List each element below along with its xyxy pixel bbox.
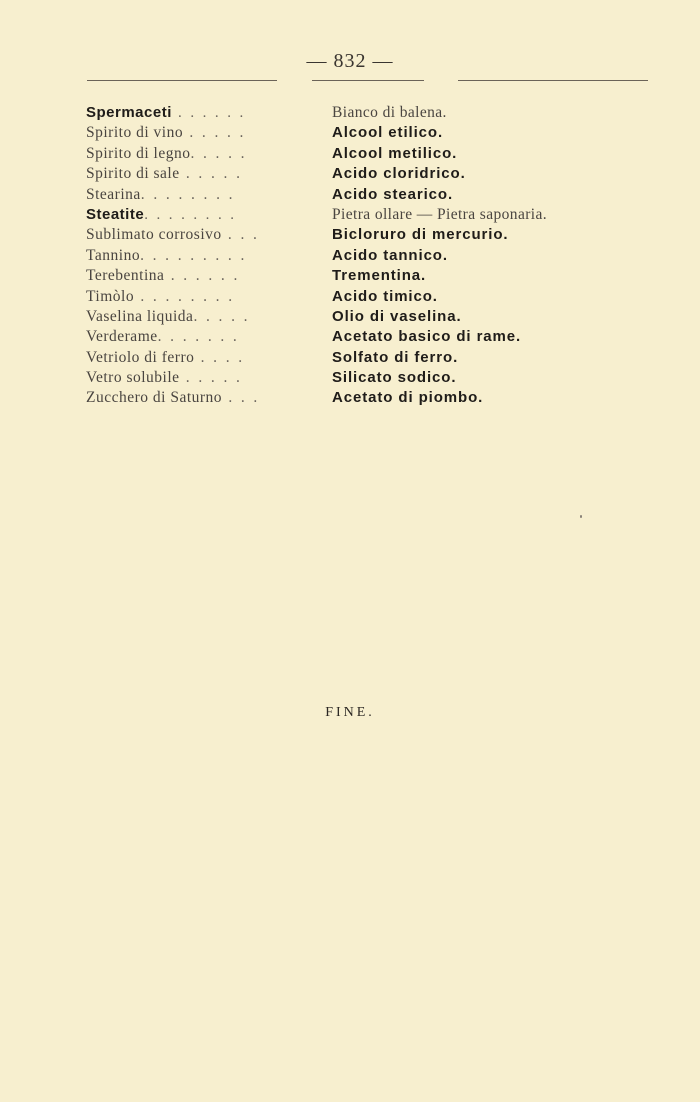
entry-term: Timòlo . . . . . . . . — [86, 287, 235, 305]
entry-term: Spirito di vino . . . . . — [86, 124, 246, 142]
entry-term: Spermaceti . . . . . . — [86, 104, 246, 121]
dot-leader: . . . . . — [183, 124, 246, 142]
entry-definition: Bicloruro di mercurio. — [332, 226, 509, 244]
entry-definition: Bianco di balena. — [332, 104, 447, 121]
dot-leader: . . . . — [194, 348, 245, 366]
dot-leader: . . . — [222, 389, 260, 407]
entry-term: Vaselina liquida. . . . . — [86, 307, 250, 325]
dot-leader: . . . . . . . . — [144, 206, 237, 223]
dot-leader: . . . . . . . . — [140, 185, 235, 203]
dot-leader: . . . . . — [193, 307, 250, 325]
glossary-entry — [86, 103, 686, 123]
entry-definition: Acido stearico. — [332, 185, 454, 203]
glossary-entry — [86, 368, 686, 388]
glossary-entry — [86, 164, 686, 184]
dot-leader: . . . — [221, 226, 260, 244]
header-rule — [458, 80, 648, 81]
entry-definition: Acido cloridrico. — [332, 165, 466, 183]
entry-definition: Pietra ollare — Pietra saponaria. — [332, 205, 548, 223]
glossary-entry — [86, 307, 686, 327]
dot-leader: . . . . . — [179, 165, 243, 183]
end-marker: FINE. — [325, 705, 375, 720]
glossary-entry — [86, 185, 686, 205]
glossary-entry — [86, 123, 686, 143]
paper-speck — [580, 515, 582, 518]
header-rule — [87, 80, 277, 81]
glossary-entry — [86, 327, 686, 347]
header-rule — [312, 80, 424, 81]
entry-term: Verderame. . . . . . . — [86, 328, 240, 346]
glossary-entry — [86, 266, 686, 286]
dot-leader: . . . . . — [190, 144, 247, 162]
entry-definition: Acetato di piombo. — [332, 389, 484, 407]
glossary-entry — [86, 388, 686, 408]
entry-definition: Acetato basico di rame. — [332, 328, 522, 346]
glossary-entry — [86, 348, 686, 368]
glossary-entry — [86, 225, 686, 245]
entry-term: Zucchero di Saturno . . . — [86, 389, 260, 407]
dot-leader: . . . . . . . . . — [140, 246, 247, 264]
entry-definition: Alcool metilico. — [332, 144, 458, 162]
entry-definition: Acido timico. — [332, 287, 438, 305]
page-number: — 832 — — [306, 50, 394, 72]
glossary-list — [86, 103, 686, 409]
entry-term: Spirito di sale . . . . . — [86, 165, 243, 183]
entry-definition: Alcool etilico. — [332, 124, 444, 142]
entry-term: Vetro solubile . . . . . — [86, 369, 243, 387]
glossary-entry — [86, 205, 686, 225]
entry-term: Stearina. . . . . . . . — [86, 185, 235, 203]
entry-definition: Olio di vaselina. — [332, 307, 462, 325]
entry-definition: Trementina. — [332, 267, 427, 285]
dot-leader: . . . . . . . — [157, 328, 240, 346]
dot-leader: . . . . . . . . — [134, 287, 235, 305]
dot-leader: . . . . . — [179, 369, 243, 387]
entry-definition: Solfato di ferro. — [332, 348, 459, 366]
entry-definition: Acido tannico. — [332, 246, 448, 264]
entry-term: Spirito di legno. . . . . — [86, 144, 247, 162]
glossary-entry — [86, 144, 686, 164]
entry-term: Steatite. . . . . . . . — [86, 205, 237, 223]
entry-term: Tannino. . . . . . . . . — [86, 246, 247, 264]
glossary-entry — [86, 287, 686, 307]
entry-definition: Silicato sodico. — [332, 369, 457, 387]
entry-term: Sublimato corrosivo . . . — [86, 226, 260, 244]
dot-leader: . . . . . . — [171, 105, 246, 121]
dot-leader: . . . . . . — [164, 267, 240, 285]
entry-term: Terebentina . . . . . . — [86, 267, 240, 285]
glossary-entry — [86, 246, 686, 266]
entry-term: Vetriolo di ferro . . . . — [86, 348, 245, 366]
